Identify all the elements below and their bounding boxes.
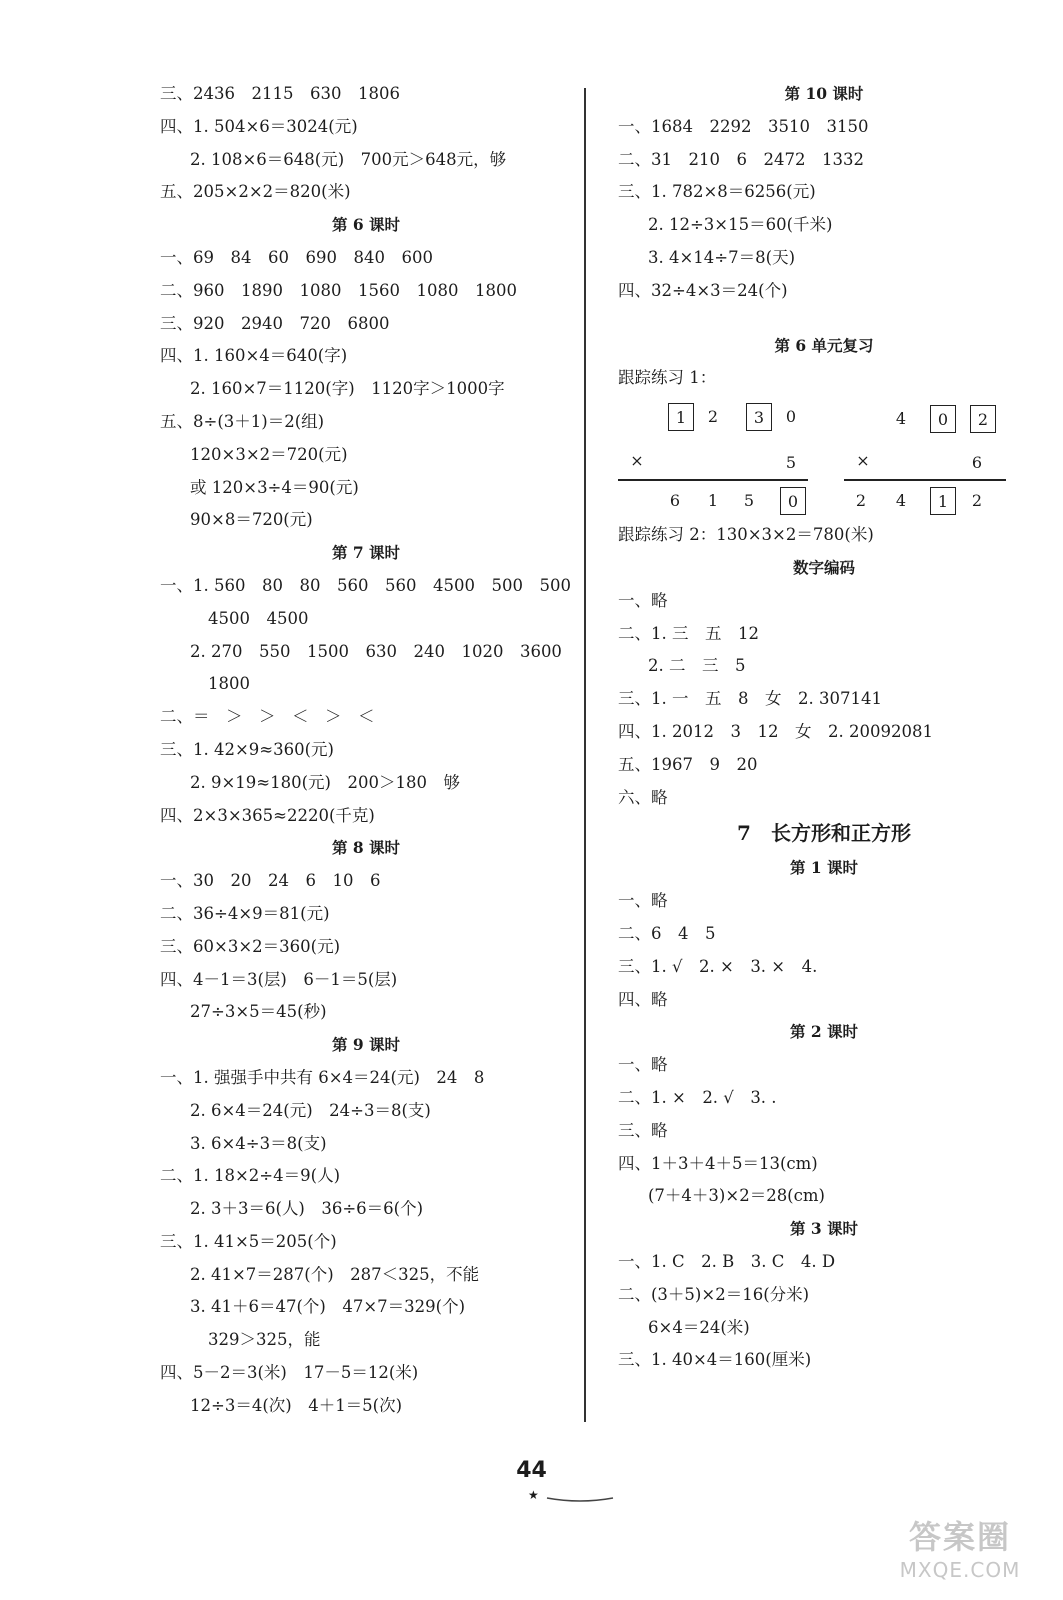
- digit: 6: [669, 491, 681, 511]
- left-column: [160, 78, 572, 1423]
- left-answer-line: 五、205×2×2＝820(米): [160, 182, 351, 202]
- right-answer-line: 2. 二 三 5: [648, 656, 746, 676]
- digit: 2: [855, 491, 867, 511]
- right-answer-line: 四、1＋3＋4＋5＝13(cm): [618, 1153, 818, 1173]
- left-answer-line: 或 120×3÷4＝90(元): [190, 477, 359, 497]
- left-answer-line: 三、2436 2115 630 1806: [160, 84, 400, 103]
- right-heading: 第 3 课时: [789, 1219, 859, 1239]
- right-answer-line: 三、1. 782×8＝6256(元): [618, 182, 816, 202]
- right-answer-line: 二、(3＋5)×2＝16(分米): [618, 1284, 810, 1304]
- digit-box: 2: [970, 405, 996, 433]
- right-heading: 第 2 课时: [789, 1022, 859, 1042]
- left-answer-line: 一、30 20 24 6 10 6: [160, 871, 381, 891]
- right-answer-line: 一、1. C 2. B 3. C 4. D: [618, 1251, 836, 1271]
- right-heading: 7 长方形和正方形: [737, 821, 911, 846]
- left-answer-line: 二、＝ ＞ ＞ ＜ ＞ ＜: [160, 707, 375, 727]
- swoosh-decoration: [545, 1494, 615, 1504]
- vertical-multiplication-exercise: [618, 395, 1030, 519]
- column-divider: [584, 88, 586, 1422]
- multiplication-rule-line: [844, 479, 1006, 481]
- left-answer-line: 三、1. 41×5＝205(个): [160, 1231, 337, 1251]
- right-answer-line: 二、6 4 5: [618, 923, 716, 943]
- left-answer-line: 27÷3×5＝45(秒): [190, 1002, 327, 1022]
- right-answer-line: 跟踪练习 1：: [618, 368, 717, 388]
- digit-box: 3: [746, 403, 772, 431]
- right-heading: 数字编码: [792, 557, 855, 577]
- digit: 4: [895, 409, 907, 429]
- watermark: [870, 1512, 1050, 1582]
- left-answer-line: 一、1. 560 80 80 560 560 4500 500 500: [160, 575, 571, 595]
- right-heading: 第 10 课时: [784, 84, 864, 103]
- right-answer-line: 四、略: [618, 989, 668, 1009]
- right-answer-line: 跟踪练习 2：130×3×2＝780(米): [618, 525, 874, 545]
- left-answer-line: 四、2×3×365≈2220(千克): [160, 805, 375, 825]
- left-answer-line: 1800: [208, 674, 250, 694]
- multiplication-rule-line: [618, 479, 808, 481]
- right-answer-line: 一、略: [618, 891, 668, 911]
- right-answer-line: 三、1. 一 五 8 女 2. 307141: [618, 689, 882, 709]
- left-heading: 第 6 课时: [331, 215, 401, 235]
- left-answer-line: 3. 6×4÷3＝8(支): [190, 1133, 327, 1153]
- right-answer-line: 六、略: [618, 787, 668, 807]
- right-column-bottom: [618, 519, 1030, 1377]
- digit-box: 1: [930, 487, 956, 515]
- right-answer-line: 2. 12÷3×15＝60(千米): [648, 215, 833, 235]
- left-answer-line: 2. 160×7＝1120(字) 1120字＞1000字: [190, 379, 505, 399]
- left-answer-line: 12÷3＝4(次) 4＋1＝5(次): [190, 1395, 403, 1415]
- left-answer-line: 329＞325，能: [208, 1330, 321, 1350]
- left-answer-line: 2. 9×19≈180(元) 200＞180 够: [190, 772, 460, 792]
- digit: 0: [785, 407, 797, 427]
- right-heading: 第 1 课时: [789, 858, 859, 878]
- left-answer-line: 五、8÷(3＋1)＝2(组): [160, 411, 325, 431]
- left-answer-line: 2. 6×4＝24(元) 24÷3＝8(支): [190, 1100, 431, 1120]
- digit: 5: [785, 453, 797, 473]
- left-answer-line: 2. 3＋3＝6(人) 36÷6＝6(个): [190, 1199, 424, 1219]
- right-answer-line: 四、32÷4×3＝24(个): [618, 280, 788, 300]
- page-number: 44: [516, 1458, 547, 1483]
- left-answer-line: 四、1. 504×6＝3024(元): [160, 116, 358, 136]
- right-answer-line: 一、1684 2292 3510 3150: [618, 116, 869, 136]
- digit-box: 0: [930, 405, 956, 433]
- digit: 2: [971, 491, 983, 511]
- right-answer-line: 四、1. 2012 3 12 女 2. 20092081: [618, 721, 933, 741]
- watermark-logo-text: 答案圈: [908, 1518, 1011, 1556]
- left-answer-line: 120×3×2＝720(元): [190, 444, 348, 464]
- star-icon: ★: [528, 1488, 539, 1502]
- right-answer-line: 三、1. √ 2. × 3. × 4.: [618, 956, 818, 976]
- left-answer-line: 一、69 84 60 690 840 600: [160, 247, 433, 267]
- left-answer-line: 二、36÷4×9＝81(元): [160, 903, 330, 923]
- right-spacer: [618, 308, 1030, 330]
- left-answer-line: 3. 41＋6＝47(个) 47×7＝329(个): [190, 1297, 466, 1317]
- left-answer-line: 二、960 1890 1080 1560 1080 1800: [160, 280, 517, 300]
- digit: 5: [743, 491, 755, 511]
- left-answer-line: 2. 270 550 1500 630 240 1020 3600: [190, 641, 562, 661]
- right-column-top: [618, 78, 1030, 395]
- left-answer-line: 4500 4500: [208, 608, 309, 628]
- multiply-sign: ×: [630, 451, 644, 471]
- left-answer-line: 二、1. 18×2÷4＝9(人): [160, 1166, 341, 1186]
- right-answer-line: 三、略: [618, 1120, 668, 1140]
- left-answer-line: 四、5－2＝3(米) 17－5＝12(米): [160, 1363, 419, 1383]
- left-answer-line: 90×8＝720(元): [190, 510, 313, 530]
- right-column: [618, 78, 1030, 1377]
- left-answer-line: 三、1. 42×9≈360(元): [160, 739, 334, 759]
- left-answer-line: 四、4－1＝3(层) 6－1＝5(层): [160, 969, 398, 989]
- left-answer-line: 一、1. 强强手中共有 6×4＝24(元) 24 8: [160, 1067, 485, 1087]
- right-answer-line: 3. 4×14÷7＝8(天): [648, 247, 796, 267]
- left-heading: 第 8 课时: [331, 838, 401, 858]
- right-answer-line: 三、1. 40×4＝160(厘米): [618, 1350, 812, 1370]
- right-answer-line: 二、1. × 2. √ 3. .: [618, 1087, 777, 1107]
- right-heading: 第 6 单元复习: [774, 335, 874, 355]
- digit: 1: [707, 491, 719, 511]
- right-answer-line: 二、1. 三 五 12: [618, 623, 759, 643]
- left-answer-line: 2. 41×7＝287(个) 287＜325，不能: [190, 1264, 480, 1284]
- left-heading: 第 7 课时: [331, 543, 401, 563]
- right-answer-line: 6×4＝24(米): [648, 1317, 750, 1337]
- right-answer-line: (7＋4＋3)×2＝28(cm): [648, 1186, 825, 1206]
- left-heading: 第 9 课时: [331, 1035, 401, 1055]
- digit-box: 1: [668, 403, 694, 431]
- left-answer-line: 四、1. 160×4＝640(字): [160, 346, 348, 366]
- right-answer-line: 五、1967 9 20: [618, 754, 758, 774]
- digit: 4: [895, 491, 907, 511]
- right-answer-line: 二、31 210 6 2472 1332: [618, 149, 864, 169]
- digit: 2: [707, 407, 719, 427]
- left-answer-line: 三、920 2940 720 6800: [160, 313, 390, 333]
- right-answer-line: 一、略: [618, 590, 668, 610]
- digit: 6: [971, 453, 983, 473]
- watermark-url: MXQE.COM: [899, 1558, 1021, 1582]
- digit-box: 0: [780, 487, 806, 515]
- left-answer-line: 三、60×3×2＝360(元): [160, 936, 341, 956]
- right-answer-line: 一、略: [618, 1055, 668, 1075]
- multiply-sign: ×: [856, 451, 870, 471]
- left-answer-line: 2. 108×6＝648(元) 700元＞648元，够: [190, 149, 507, 169]
